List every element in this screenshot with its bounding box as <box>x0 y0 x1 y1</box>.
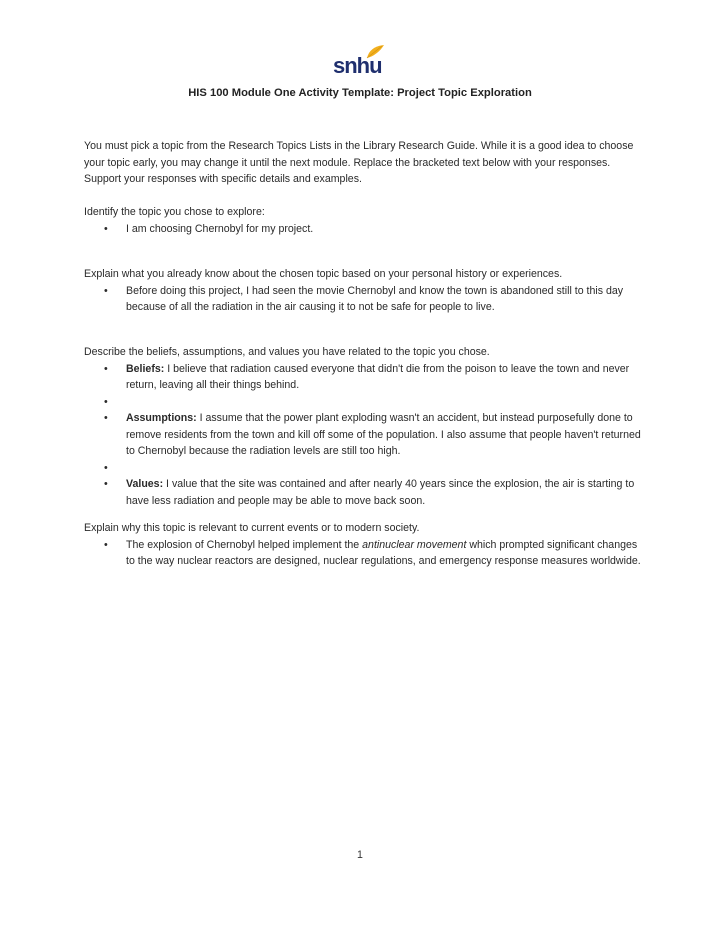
values-label: Values: <box>126 478 164 490</box>
section-relevance <box>84 520 644 570</box>
list-item <box>84 221 644 238</box>
beliefs-prompt: Describe the beliefs, assumptions, and values you have related to the topic you chose. <box>84 346 490 358</box>
bullet-icon: • <box>104 362 108 375</box>
page-number: 1 <box>357 849 363 861</box>
relevance-answer-list <box>84 537 644 570</box>
values-text: I value that the site was contained and after nearly 40 years since the explosion, the air is starting to have less radiation and people may be able to move back soon. <box>126 478 635 507</box>
snhu-logo <box>333 44 385 80</box>
list-item <box>84 460 644 477</box>
knowledge-answer-list <box>84 283 644 316</box>
list-item <box>84 537 644 570</box>
topic-prompt: Identify the topic you chose to explore: <box>84 206 265 218</box>
beliefs-label: Beliefs: <box>126 362 165 375</box>
topic-answer-list <box>84 221 644 238</box>
list-item <box>84 361 644 394</box>
bullet-icon: • <box>104 222 108 235</box>
bullet-icon: • <box>104 538 108 551</box>
list-item <box>84 410 644 460</box>
bullet-icon: • <box>104 461 108 474</box>
beliefs-answer-list <box>84 361 644 510</box>
list-item <box>84 283 644 316</box>
section-beliefs <box>84 344 644 509</box>
logo-text: snhu <box>333 53 382 78</box>
beliefs-text: I believe that radiation caused everyone that didn't die from the poison to leave the town and never return, leaving all their things behind. <box>126 362 630 391</box>
section-knowledge <box>84 266 644 316</box>
relevance-prompt: Explain why this topic is relevant to current events or to modern society. <box>84 522 420 534</box>
relevance-answer-start: The explosion of Chernobyl helped implement the <box>126 538 363 551</box>
assumptions-label: Assumptions: <box>126 412 197 424</box>
bullet-icon: • <box>104 412 108 424</box>
knowledge-prompt: Explain what you already know about the chosen topic based on your personal history or experiences. <box>84 268 563 280</box>
assumptions-text: I assume that the power plant exploding wasn't an accident, but instead purposefully done to remove residents from the town and kill off some of the population. I also assume that people haven't returned to Chernobyl because the radiation levels are still too high. <box>126 412 641 457</box>
bullet-icon: • <box>104 395 108 408</box>
relevance-answer-italic: antinuclear movement <box>362 538 467 551</box>
intro-paragraph <box>84 138 644 188</box>
bullet-icon: • <box>104 284 108 297</box>
relevance-answer-end: which prompted significant changes to the way nuclear reactors are designed, nuclear regulations, and emergency response measures worldwide. <box>126 538 641 567</box>
knowledge-answer: Before doing this project, I had seen the movie Chernobyl and know the town is abandoned still to this day because of all the radiation in the air causing it to not be safe for people to live. <box>126 284 624 313</box>
topic-answer: I am choosing Chernobyl for my project. <box>126 222 314 235</box>
list-item <box>84 476 644 509</box>
section-topic <box>84 204 644 237</box>
bullet-icon: • <box>104 478 108 490</box>
intro-text: You must pick a topic from the Research Topics Lists in the Library Research Guide. While it is a good idea to choose your topic early, you may change it until the next module. Replace the bracketed text below with your responses. Support your responses with specific details and examples. <box>84 140 634 185</box>
list-item <box>84 394 644 411</box>
document-title: HIS 100 Module One Activity Template: Project Topic Exploration <box>188 87 532 99</box>
